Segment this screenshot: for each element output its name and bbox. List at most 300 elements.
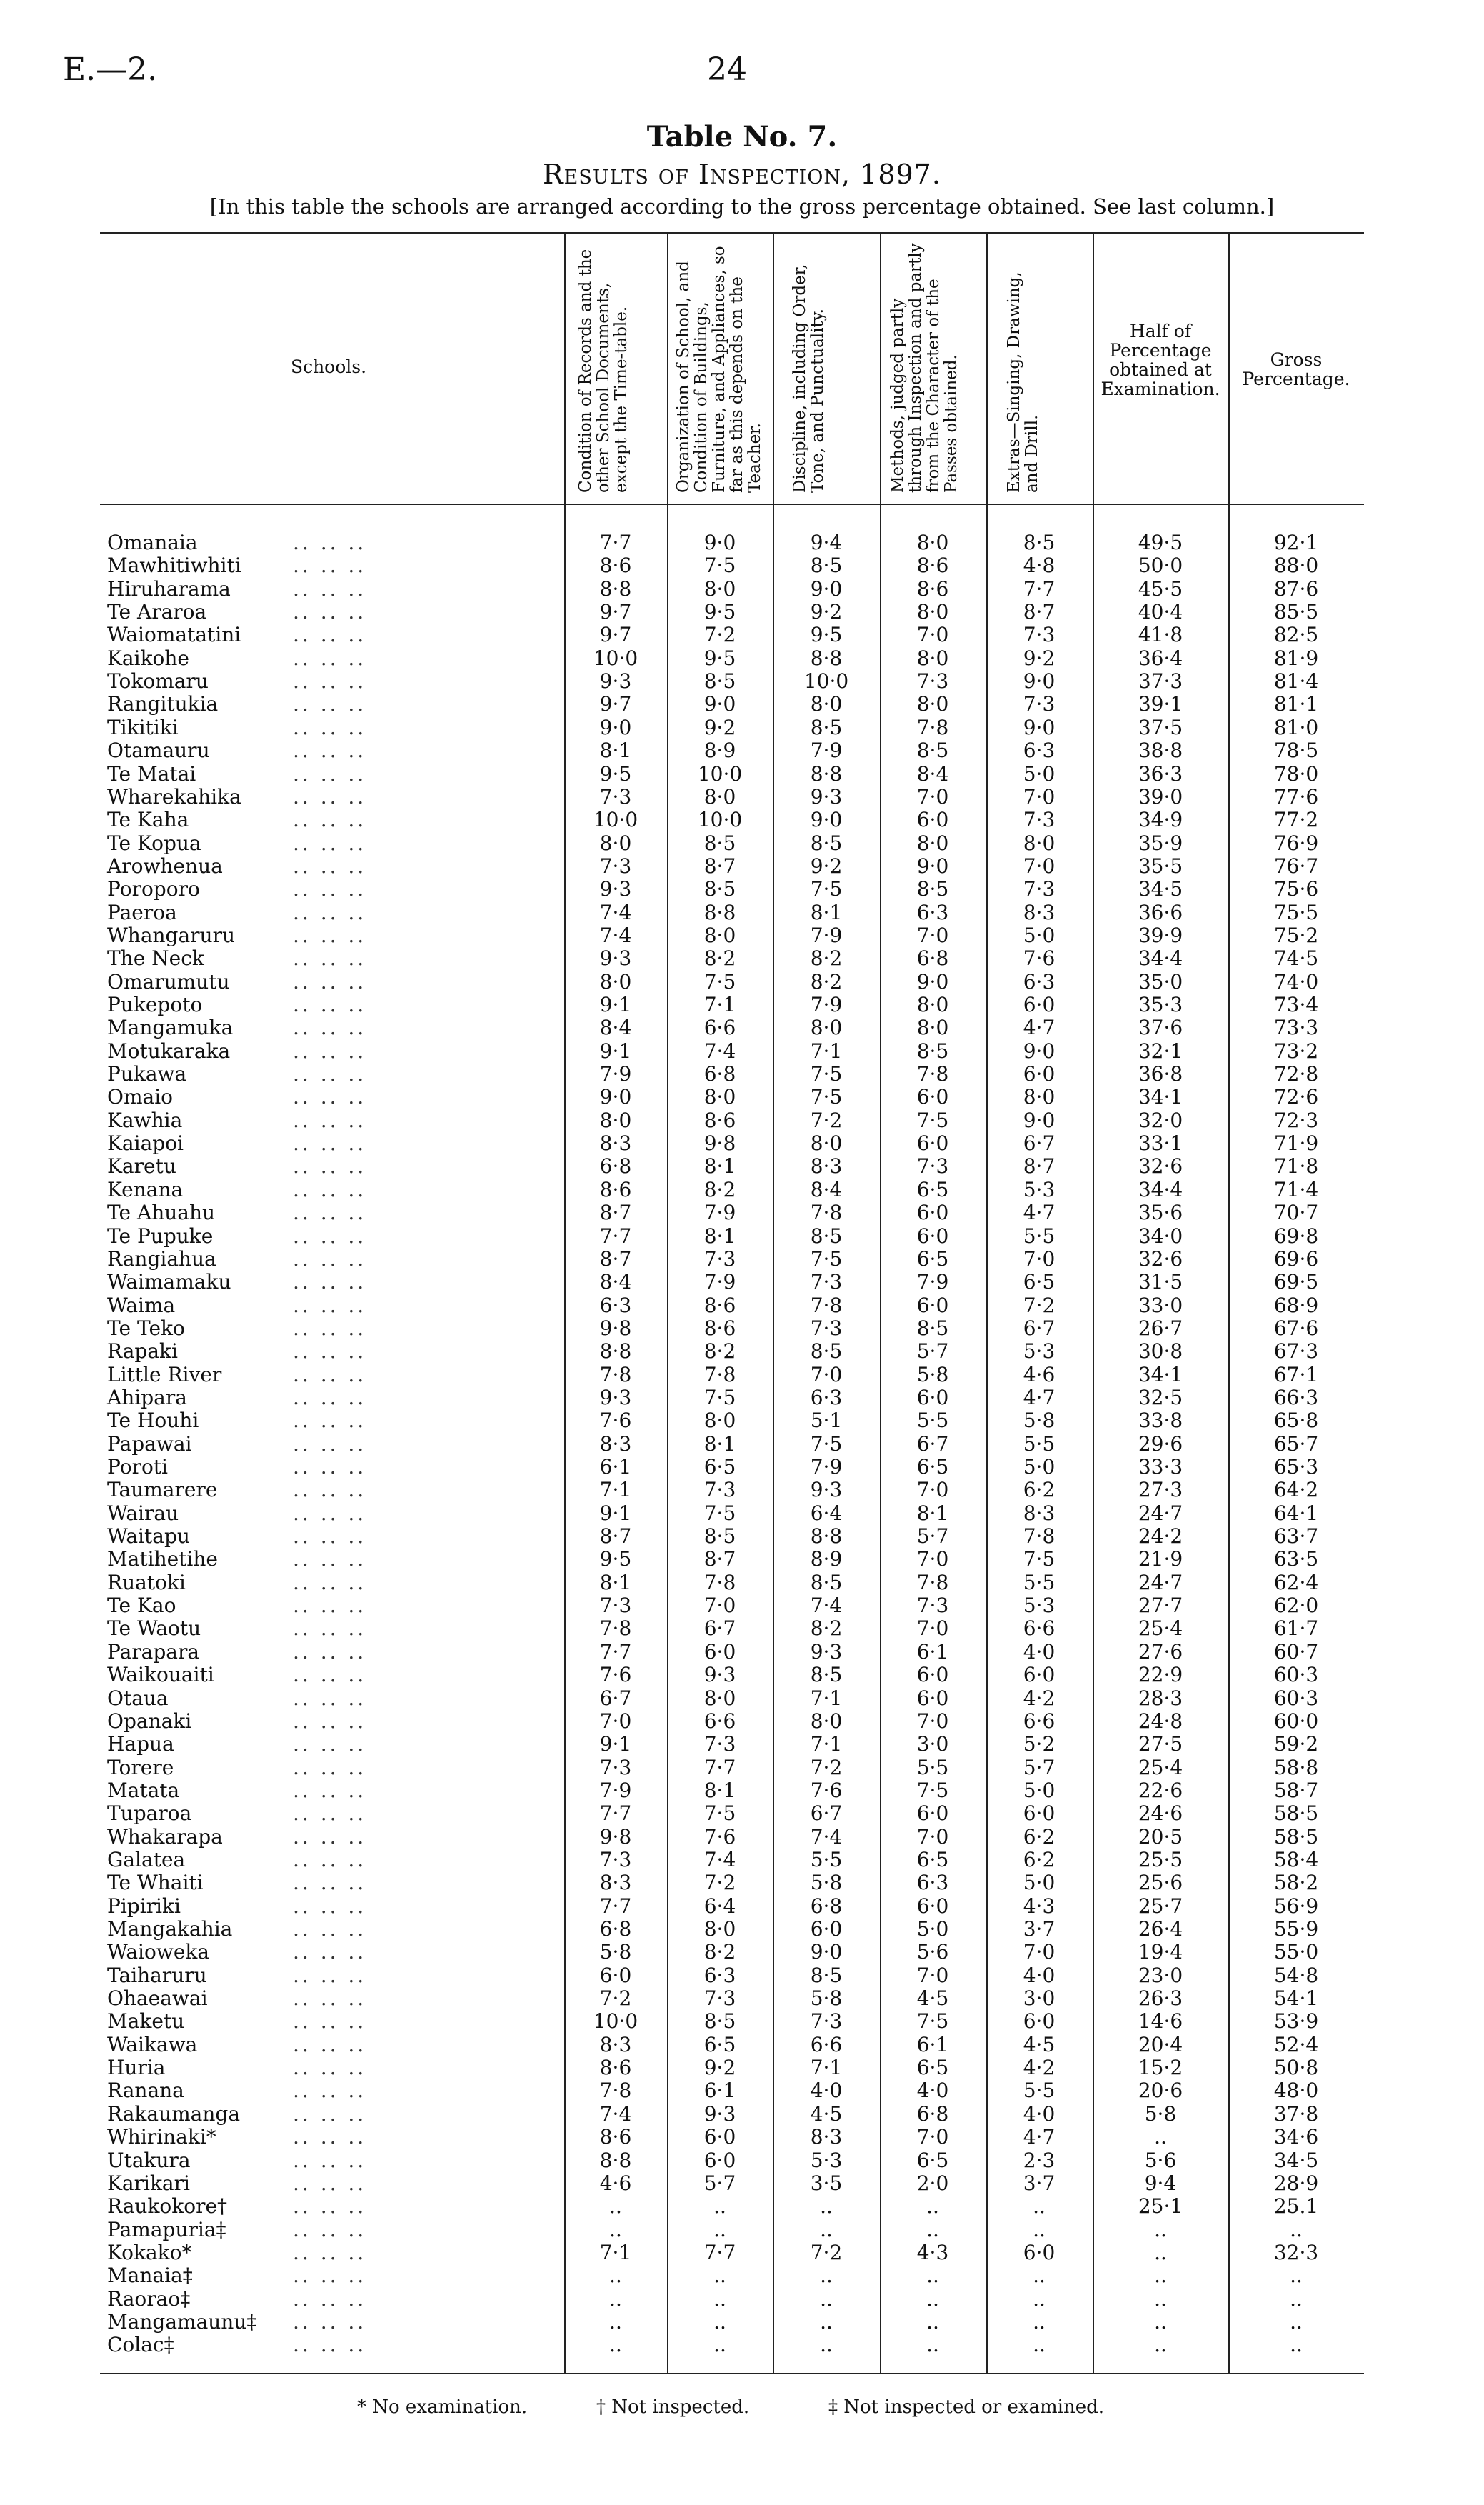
- half-value: 27·7: [1138, 1594, 1183, 1618]
- gross-value: 58·5: [1273, 1824, 1319, 1849]
- extras-value: 4·6: [1023, 1362, 1056, 1386]
- leader-dots: .. .. ..: [293, 1963, 367, 1987]
- schools-header: Schools.: [290, 356, 367, 377]
- table-row: [0, 1201, 1484, 1224]
- leader-dots: .. .. ..: [293, 2240, 367, 2264]
- discipline-value: 7·6: [810, 1778, 843, 1802]
- gross-value: 28·9: [1273, 2171, 1319, 2195]
- school-name: Parapara: [107, 1639, 200, 1664]
- organization-value: 8·2: [703, 1177, 736, 1201]
- methods-value: 9·0: [916, 969, 949, 994]
- half-value: 39·0: [1138, 784, 1183, 809]
- discipline-value: 5·5: [810, 1847, 843, 1871]
- school-name: Otamauru: [107, 739, 210, 763]
- gross-value: 37·8: [1273, 2101, 1319, 2126]
- extras-value: 4·7: [1023, 1201, 1056, 1225]
- discipline-value: 8·0: [810, 1016, 843, 1040]
- leader-dots: .. .. ..: [293, 1547, 367, 1571]
- half-value: 25·7: [1138, 1894, 1183, 1918]
- school-name: Poroti: [107, 1455, 169, 1479]
- records-value: 8·0: [599, 969, 632, 994]
- organization-value: 8·1: [703, 1431, 736, 1456]
- table-row: [0, 1478, 1484, 1501]
- records-value: 8·3: [599, 1131, 632, 1156]
- table-row: [0, 1848, 1484, 1871]
- leader-dots: .. .. ..: [293, 1524, 367, 1549]
- school-name: Poroporo: [107, 877, 200, 901]
- leader-dots: .. .. ..: [293, 1755, 367, 1779]
- discipline-value: 8·0: [810, 1709, 843, 1733]
- school-name: Arowhenua: [107, 854, 223, 878]
- organization-value: 7·8: [703, 1570, 736, 1594]
- half-value: 24·2: [1138, 1524, 1183, 1549]
- half-value: 39·9: [1138, 923, 1183, 947]
- records-value: 8·6: [599, 2056, 632, 2080]
- methods-value: 6·5: [916, 2148, 949, 2172]
- half-value: 34·4: [1138, 946, 1183, 971]
- records-value: 9·1: [599, 1039, 632, 1063]
- school-name: Omanaia: [107, 531, 198, 554]
- organization-value: 6·0: [703, 2125, 736, 2149]
- records-value: 8·4: [599, 1016, 632, 1040]
- discipline-value: 8·5: [810, 1663, 843, 1687]
- methods-value: 7·0: [916, 1616, 949, 1641]
- table-row: [0, 1339, 1484, 1362]
- leader-dots: .. .. ..: [293, 1709, 367, 1733]
- gross-value: 71·8: [1273, 1154, 1319, 1179]
- leader-dots: .. .. ..: [293, 576, 367, 601]
- gross-value: 67·3: [1273, 1339, 1319, 1364]
- school-name: Pipiriki: [107, 1894, 181, 1918]
- table-row: [0, 739, 1484, 761]
- extras-value: ..: [1033, 2286, 1046, 2311]
- extras-value: 6·0: [1023, 1663, 1056, 1687]
- records-value: ..: [609, 2309, 622, 2334]
- school-name: Pamapuria‡: [107, 2217, 226, 2241]
- school-name: Mawhitiwhiti: [107, 554, 241, 578]
- organization-value: ..: [713, 2286, 726, 2311]
- school-name: Te Ahuahu: [107, 1201, 216, 1225]
- records-value: 7·7: [599, 1801, 632, 1826]
- extras-value: 5·5: [1023, 2079, 1056, 2103]
- leader-dots: .. .. ..: [293, 2286, 367, 2311]
- gross-value: 60·0: [1273, 1709, 1319, 1733]
- records-value: 10·0: [593, 646, 638, 670]
- table-row: [0, 831, 1484, 854]
- table-row: [0, 1154, 1484, 1177]
- discipline-value: 8·5: [810, 554, 843, 578]
- school-name: Otaua: [107, 1686, 169, 1710]
- discipline-value: ..: [820, 2194, 833, 2219]
- half-value: 24·7: [1138, 1501, 1183, 1525]
- gross-value: 76·9: [1273, 831, 1319, 855]
- leader-dots: .. .. ..: [293, 2333, 367, 2357]
- discipline-value: 6·8: [810, 1894, 843, 1918]
- extras-value: 4·7: [1023, 1385, 1056, 1409]
- extras-value: 5·0: [1023, 761, 1056, 786]
- table-row: [0, 716, 1484, 739]
- leader-dots: .. .. ..: [293, 1455, 367, 1479]
- half-value: ..: [1154, 2264, 1167, 2288]
- gross-value: 54·8: [1273, 1963, 1319, 1987]
- table-row: [0, 1940, 1484, 1963]
- half-value: 35·9: [1138, 831, 1183, 855]
- methods-value: 8·4: [916, 761, 949, 786]
- discipline-value: 9·0: [810, 808, 843, 832]
- table-row: [0, 1109, 1484, 1131]
- methods-value: 6·0: [916, 1201, 949, 1225]
- methods-value: 8·5: [916, 1316, 949, 1340]
- organization-value: 8·1: [703, 1778, 736, 1802]
- table-row: [0, 1594, 1484, 1616]
- methods-value: 7·3: [916, 669, 949, 694]
- gross-value: 68·9: [1273, 1293, 1319, 1317]
- records-value: 8·7: [599, 1524, 632, 1549]
- discipline-value: 8·8: [810, 761, 843, 786]
- organization-value: 8·0: [703, 1085, 736, 1109]
- gross-percentage-header: Gross Percentage.: [1242, 349, 1350, 389]
- methods-value: 7·0: [916, 923, 949, 947]
- gross-value: 64·1: [1273, 1501, 1319, 1525]
- gross-value: 72·8: [1273, 1062, 1319, 1086]
- school-name: Rangitukia: [107, 692, 219, 716]
- extras-value: 4·3: [1023, 1894, 1056, 1918]
- table-row: [0, 946, 1484, 969]
- table-row: [0, 1825, 1484, 1848]
- records-value: 7·8: [599, 2079, 632, 2103]
- gross-value: 72·3: [1273, 1108, 1319, 1132]
- methods-value: 5·8: [916, 1362, 949, 1386]
- table-row: [0, 1363, 1484, 1386]
- leader-dots: .. .. ..: [293, 1801, 367, 1826]
- organization-value: ..: [713, 2309, 726, 2334]
- half-value: 40·4: [1138, 600, 1183, 624]
- half-value: 35·0: [1138, 969, 1183, 994]
- methods-value: 7·0: [916, 623, 949, 647]
- methods-value: 2·0: [916, 2171, 949, 2195]
- table-row: [0, 2264, 1484, 2286]
- extras-value: 5·0: [1023, 923, 1056, 947]
- school-name: Ranana: [107, 2079, 184, 2103]
- methods-value: 8·0: [916, 531, 949, 554]
- organization-value: 6·5: [703, 1455, 736, 1479]
- methods-value: 6·5: [916, 2056, 949, 2080]
- table-row: [0, 1501, 1484, 1524]
- records-value: 9·0: [599, 1085, 632, 1109]
- gross-value: 56·9: [1273, 1894, 1319, 1918]
- gross-value: 60·3: [1273, 1663, 1319, 1687]
- half-value: 15·2: [1138, 2056, 1183, 2080]
- leader-dots: .. .. ..: [293, 2171, 367, 2195]
- methods-header: Methods, judged partly through Inspection and partly from the Character of the Passes obtained.: [888, 243, 961, 493]
- organization-value: 8·1: [703, 1154, 736, 1179]
- organization-value: 6·0: [703, 1639, 736, 1664]
- half-value: 20·5: [1138, 1824, 1183, 1849]
- records-value: 8·0: [599, 831, 632, 855]
- top-rule: [100, 232, 1364, 234]
- half-value: 24·7: [1138, 1570, 1183, 1594]
- half-value: 34·9: [1138, 808, 1183, 832]
- school-name: Kaikohe: [107, 646, 189, 670]
- extras-value: 5·3: [1023, 1594, 1056, 1618]
- discipline-value: 8·9: [810, 1547, 843, 1571]
- discipline-value: 8·5: [810, 1339, 843, 1364]
- extras-value: 5·5: [1023, 1570, 1056, 1594]
- methods-value: 8·0: [916, 692, 949, 716]
- methods-value: 6·0: [916, 808, 949, 832]
- leader-dots: .. .. ..: [293, 2264, 367, 2288]
- gross-value: 58·8: [1273, 1755, 1319, 1779]
- extras-value: 8·7: [1023, 600, 1056, 624]
- organization-value: 8·8: [703, 900, 736, 924]
- school-name: Mangamuka: [107, 1016, 234, 1040]
- leader-dots: .. .. ..: [293, 831, 367, 855]
- organization-value: 7·8: [703, 1362, 736, 1386]
- records-value: 8·1: [599, 1570, 632, 1594]
- gross-value: ..: [1290, 2286, 1303, 2311]
- organization-value: 10·0: [697, 761, 743, 786]
- half-value: 35·3: [1138, 993, 1183, 1016]
- discipline-value: 7·8: [810, 1201, 843, 1225]
- school-name: Taumarere: [107, 1478, 218, 1502]
- gross-value: 54·1: [1273, 1986, 1319, 2011]
- leader-dots: .. .. ..: [293, 2148, 367, 2172]
- table-row: [0, 1964, 1484, 1986]
- gross-value: 62·0: [1273, 1594, 1319, 1618]
- discipline-value: 7·9: [810, 993, 843, 1016]
- organization-value: 7·5: [703, 969, 736, 994]
- records-value: 6·3: [599, 1293, 632, 1317]
- extras-value: 5·5: [1023, 1224, 1056, 1248]
- table-row: [0, 854, 1484, 877]
- table-row: [0, 1756, 1484, 1779]
- organization-header: Organization of School, and Condition of Buildings, Furniture, and Appliances, so far as this depends on the Teacher.: [674, 246, 764, 493]
- records-value: 7·6: [599, 1663, 632, 1687]
- methods-value: 7·0: [916, 1547, 949, 1571]
- table-row: [0, 1524, 1484, 1547]
- methods-value: 6·0: [916, 1131, 949, 1156]
- extras-value: 6·2: [1023, 1847, 1056, 1871]
- extras-value: 6·3: [1023, 739, 1056, 763]
- half-value: 37·6: [1138, 1016, 1183, 1040]
- table-subtitle: Results of Inspection, 1897.: [543, 159, 941, 190]
- leader-dots: .. .. ..: [293, 1362, 367, 1386]
- school-name: Colac‡: [107, 2333, 174, 2357]
- leader-dots: .. .. ..: [293, 623, 367, 647]
- extras-value: 9·2: [1023, 646, 1056, 670]
- discipline-value: 8·3: [810, 2125, 843, 2149]
- half-value: 25·4: [1138, 1616, 1183, 1641]
- discipline-value: ..: [820, 2333, 833, 2357]
- methods-value: 8·1: [916, 1501, 949, 1525]
- methods-value: ..: [926, 2333, 939, 2357]
- gross-value: 50·8: [1273, 2056, 1319, 2080]
- records-value: ..: [609, 2286, 622, 2311]
- gross-value: 52·4: [1273, 2032, 1319, 2056]
- half-value: 37·5: [1138, 715, 1183, 739]
- school-name: Hiruharama: [107, 576, 231, 601]
- records-value: 7·1: [599, 1478, 632, 1502]
- records-value: 7·0: [599, 1709, 632, 1733]
- gross-value: 76·7: [1273, 854, 1319, 878]
- organization-value: 8·1: [703, 1224, 736, 1248]
- records-value: ..: [609, 2217, 622, 2241]
- records-value: 7·2: [599, 1986, 632, 2011]
- discipline-value: 10·0: [803, 669, 849, 694]
- discipline-value: 7·5: [810, 1085, 843, 1109]
- table-row: [0, 970, 1484, 993]
- school-name: Ahipara: [107, 1385, 187, 1409]
- discipline-value: 8·0: [810, 692, 843, 716]
- table-row: [0, 1016, 1484, 1039]
- table-row: [0, 1386, 1484, 1409]
- gross-value: 73·2: [1273, 1039, 1319, 1063]
- organization-value: 8·0: [703, 784, 736, 809]
- discipline-value: 7·3: [810, 1270, 843, 1294]
- records-value: 9·7: [599, 623, 632, 647]
- table-row: [0, 623, 1484, 646]
- discipline-value: 7·4: [810, 1594, 843, 1618]
- extras-value: 5·8: [1023, 1409, 1056, 1433]
- school-name: Torere: [107, 1755, 174, 1779]
- half-value: 39·1: [1138, 692, 1183, 716]
- half-value: 36·6: [1138, 900, 1183, 924]
- school-name: Pukepoto: [107, 993, 203, 1016]
- records-value: 9·3: [599, 946, 632, 971]
- half-value: 9·4: [1144, 2171, 1177, 2195]
- table-row: [0, 2125, 1484, 2148]
- discipline-value: 8·0: [810, 1131, 843, 1156]
- extras-value: 9·0: [1023, 669, 1056, 694]
- organization-value: 8·2: [703, 1339, 736, 1364]
- organization-value: 7·3: [703, 1246, 736, 1271]
- discipline-value: 9·2: [810, 600, 843, 624]
- extras-value: 4·8: [1023, 554, 1056, 578]
- school-name: Kaiapoi: [107, 1131, 184, 1156]
- table-row: [0, 901, 1484, 924]
- half-value: 29·6: [1138, 1431, 1183, 1456]
- extras-value: 4·2: [1023, 2056, 1056, 2080]
- gross-value: 63·7: [1273, 1524, 1319, 1549]
- gross-value: 67·6: [1273, 1316, 1319, 1340]
- discipline-value: 7·2: [810, 2240, 843, 2264]
- methods-value: 6·0: [916, 1686, 949, 1710]
- school-name: Waitapu: [107, 1524, 190, 1549]
- table-row: [0, 1986, 1484, 2009]
- organization-value: 7·5: [703, 1385, 736, 1409]
- discipline-value: 8·2: [810, 946, 843, 971]
- organization-value: 9·2: [703, 2056, 736, 2080]
- records-value: 9·3: [599, 877, 632, 901]
- half-value: 34·1: [1138, 1362, 1183, 1386]
- methods-value: 3·0: [916, 1732, 949, 1756]
- table-row: [0, 1640, 1484, 1663]
- records-value: 8·7: [599, 1201, 632, 1225]
- organization-value: 9·5: [703, 646, 736, 670]
- table-row: [0, 2009, 1484, 2032]
- organization-value: 7·2: [703, 1871, 736, 1895]
- discipline-value: 7·3: [810, 2009, 843, 2034]
- half-value: 34·0: [1138, 1224, 1183, 1248]
- organization-value: 8·0: [703, 1917, 736, 1941]
- discipline-value: 9·2: [810, 854, 843, 878]
- leader-dots: .. .. ..: [293, 1293, 367, 1317]
- half-value: 22·9: [1138, 1663, 1183, 1687]
- half-value: ..: [1154, 2333, 1167, 2357]
- discipline-value: 6·3: [810, 1385, 843, 1409]
- half-value: 25·4: [1138, 1755, 1183, 1779]
- table-row: [0, 1801, 1484, 1824]
- extras-value: 6·0: [1023, 1062, 1056, 1086]
- methods-value: 4·0: [916, 2079, 949, 2103]
- records-value: ..: [609, 2264, 622, 2288]
- extras-value: 4·2: [1023, 1686, 1056, 1710]
- page-ref: E.—2.: [63, 51, 158, 88]
- discipline-value: 5·1: [810, 1409, 843, 1433]
- organization-value: 9·0: [703, 531, 736, 554]
- table-row: [0, 1779, 1484, 1801]
- organization-value: 7·0: [703, 1594, 736, 1618]
- gross-value: 78·0: [1273, 761, 1319, 786]
- discipline-value: 4·0: [810, 2079, 843, 2103]
- half-value: 32·6: [1138, 1246, 1183, 1271]
- organization-value: 8·7: [703, 854, 736, 878]
- organization-value: 7·4: [703, 1847, 736, 1871]
- records-value: 6·1: [599, 1455, 632, 1479]
- extras-value: 4·0: [1023, 1963, 1056, 1987]
- methods-value: 8·5: [916, 877, 949, 901]
- leader-dots: .. .. ..: [293, 669, 367, 694]
- methods-value: 7·9: [916, 1270, 949, 1294]
- gross-value: ..: [1290, 2309, 1303, 2334]
- table-row: [0, 554, 1484, 576]
- table-row: [0, 2241, 1484, 2264]
- school-name: Tokomaru: [107, 669, 209, 694]
- half-value: 14·6: [1138, 2009, 1183, 2034]
- half-value: 36·4: [1138, 646, 1183, 670]
- discipline-value: 4·5: [810, 2101, 843, 2126]
- half-value: ..: [1154, 2240, 1167, 2264]
- half-value: 22·6: [1138, 1778, 1183, 1802]
- extras-value: 8·7: [1023, 1154, 1056, 1179]
- half-value: ..: [1154, 2125, 1167, 2149]
- half-value: 33·8: [1138, 1409, 1183, 1433]
- organization-value: 8·0: [703, 576, 736, 601]
- leader-dots: .. .. ..: [293, 1154, 367, 1179]
- half-value: 19·4: [1138, 1940, 1183, 1964]
- table-row: [0, 1616, 1484, 1639]
- discipline-value: 8·4: [810, 1177, 843, 1201]
- discipline-value: 6·6: [810, 2032, 843, 2056]
- methods-value: 8·0: [916, 600, 949, 624]
- half-value: 34·1: [1138, 1085, 1183, 1109]
- extras-value: 6·3: [1023, 969, 1056, 994]
- table-row: [0, 577, 1484, 600]
- school-name: Te Kao: [107, 1594, 176, 1618]
- discipline-value: 8·2: [810, 969, 843, 994]
- extras-value: 3·7: [1023, 1917, 1056, 1941]
- organization-value: 7·1: [703, 993, 736, 1016]
- methods-value: 8·0: [916, 646, 949, 670]
- discipline-value: 9·3: [810, 784, 843, 809]
- bottom-rule: [100, 2373, 1364, 2374]
- school-name: Waima: [107, 1293, 176, 1317]
- records-value: 7·7: [599, 531, 632, 554]
- discipline-value: 7·1: [810, 2056, 843, 2080]
- leader-dots: .. .. ..: [293, 900, 367, 924]
- records-value: 7·4: [599, 2101, 632, 2126]
- gross-value: 87·6: [1273, 576, 1319, 601]
